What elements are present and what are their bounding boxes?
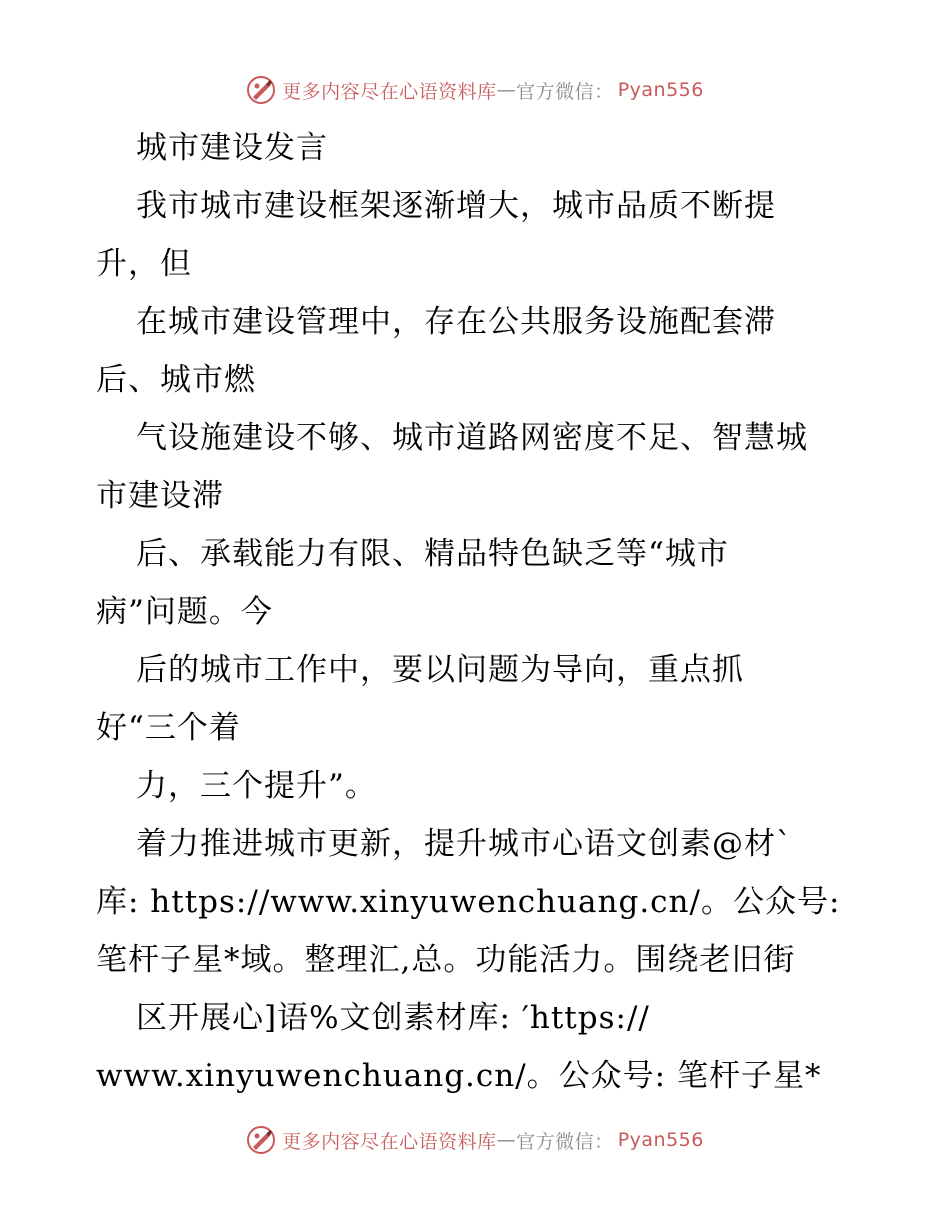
text-line: 市建设滞 xyxy=(96,478,224,514)
text-line: 气设施建设不够、城市道路网密度不足、智慧城 xyxy=(136,420,808,456)
banner-wechat-label: 官方微信： xyxy=(516,1130,614,1153)
text-line: 库: https://www.xinyuwenchuang.cn/。公众号: xyxy=(96,884,841,920)
banner-title: 更多内容尽在心语资料库 xyxy=(282,80,497,103)
text-line: 区开展心]语%文创素材库: ′https:// xyxy=(136,1000,650,1036)
banner-wechat-label: 官方微信： xyxy=(516,80,614,103)
header-banner xyxy=(0,70,950,110)
document-title: 城市建设发言 xyxy=(136,130,328,166)
text-line: 后、城市燃 xyxy=(96,362,256,398)
text-line: 在城市建设管理中，存在公共服务设施配套滞 xyxy=(136,304,776,340)
pen-nib-logo-icon xyxy=(246,1125,276,1155)
text-line: 力，三个提升”。 xyxy=(136,768,377,804)
text-line: 好“三个着 xyxy=(96,710,241,746)
text-line: 我市城市建设框架逐渐增大，城市品质不断提 xyxy=(136,188,776,224)
text-line: 笔杆子星*域。整理汇,总。功能活力。围绕老旧街 xyxy=(96,942,796,978)
banner-dash: — xyxy=(496,1129,517,1151)
banner-wechat-id: Pyan556 xyxy=(617,79,704,101)
pen-nib-logo-icon xyxy=(246,75,276,105)
banner-title: 更多内容尽在心语资料库 xyxy=(282,1130,497,1153)
text-line: 着力推进城市更新，提升城市心语文创素@材` xyxy=(136,826,793,862)
banner-dash: — xyxy=(496,79,517,101)
text-line: 病”问题。今 xyxy=(96,594,273,630)
document-body xyxy=(96,119,886,1105)
banner-wechat-id: Pyan556 xyxy=(617,1129,704,1151)
text-line: www.xinyuwenchuang.cn/。公众号: 笔杆子星* xyxy=(96,1058,822,1094)
text-line: 后、承载能力有限、精品特色缺乏等“城市 xyxy=(136,536,729,572)
footer-banner xyxy=(0,1120,950,1160)
text-line: 后的城市工作中，要以问题为导向，重点抓 xyxy=(136,652,744,688)
text-line: 升，但 xyxy=(96,246,192,282)
